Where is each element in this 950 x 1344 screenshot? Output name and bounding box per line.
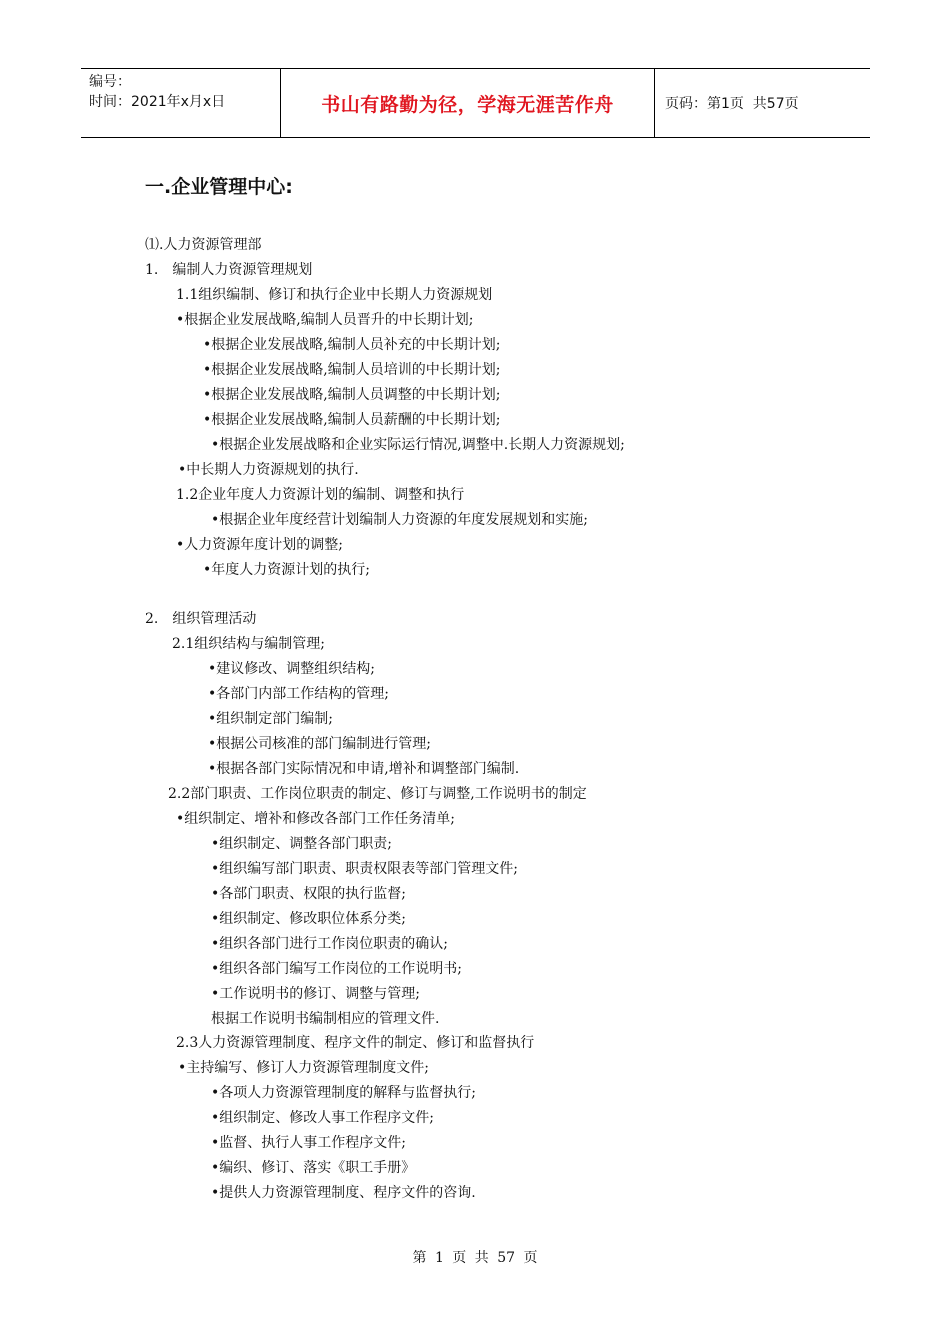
bullet-item: •组织制定、修改职位体系分类; — [211, 911, 406, 927]
bullet-item: •主持编写、修订人力资源管理制度文件; — [178, 1060, 429, 1076]
page-footer: 第 1 页 共 57 页 — [412, 1250, 538, 1266]
subitem-heading: 2.3人力资源管理制度、程序文件的制定、修订和监督执行 — [176, 1035, 535, 1051]
subitem-heading: 1.1组织编制、修订和执行企业中长期人力资源规划 — [176, 287, 493, 303]
item-heading: 2. 组织管理活动 — [145, 611, 257, 627]
bullet-item: •中长期人力资源规划的执行. — [178, 462, 359, 478]
bullet-item: •组织制定、调整各部门职责; — [211, 836, 392, 852]
item-heading: 1. 编制人力资源管理规划 — [145, 262, 313, 278]
section-title: 一.企业管理中心: — [145, 176, 293, 198]
bullet-item: •根据公司核准的部门编制进行管理; — [208, 736, 431, 752]
bullet-item: •年度人力资源计划的执行; — [203, 562, 370, 578]
subitem-heading: 2.2部门职责、工作岗位职责的制定、修订与调整,工作说明书的制定 — [168, 786, 587, 802]
bullet-item: •根据企业发展战略,编制人员调整的中长期计划; — [203, 387, 501, 403]
bullet-item: •根据企业发展战略,编制人员薪酬的中长期计划; — [203, 412, 501, 428]
bullet-item: •根据企业发展战略,编制人员培训的中长期计划; — [203, 362, 501, 378]
bullet-item: •建议修改、调整组织结构; — [208, 661, 375, 677]
bullet-item: •组织各部门进行工作岗位职责的确认; — [211, 936, 448, 952]
document-header — [81, 68, 870, 138]
header-page-cell — [655, 69, 870, 137]
bullet-item: •各项人力资源管理制度的解释与监督执行; — [211, 1085, 476, 1101]
bullet-item: •各部门职责、权限的执行监督; — [211, 886, 406, 902]
bullet-item: •组织制定、修改人事工作程序文件; — [211, 1110, 434, 1126]
header-page-info: 页码：第1页 共57页 — [665, 96, 799, 112]
document-date: 时间：2021年x月x日 — [89, 94, 226, 110]
bullet-item: •组织制定部门编制; — [208, 711, 333, 727]
bullet-item: •组织制定、增补和修改各部门工作任务清单; — [176, 811, 455, 827]
bullet-item: •根据各部门实际情况和申请,增补和调整部门编制. — [208, 761, 520, 777]
bullet-item: •提供人力资源管理制度、程序文件的咨询. — [211, 1185, 476, 1201]
header-motto: 书山有路勤为径，学海无涯苦作舟 — [321, 93, 614, 116]
header-meta-cell — [81, 69, 281, 137]
bullet-item: •根据企业发展战略,编制人员晋升的中长期计划; — [176, 312, 474, 328]
bullet-item: •工作说明书的修订、调整与管理; — [211, 986, 420, 1002]
bullet-item: •各部门内部工作结构的管理; — [208, 686, 389, 702]
dept-heading: ⑴.人力资源管理部 — [145, 237, 262, 253]
subitem-heading: 1.2企业年度人力资源计划的编制、调整和执行 — [176, 487, 465, 503]
subitem-heading: 2.1组织结构与编制管理; — [172, 636, 325, 652]
bullet-item: •组织编写部门职责、职责权限表等部门管理文件; — [211, 861, 518, 877]
bullet-item: •根据企业发展战略,编制人员补充的中长期计划; — [203, 337, 501, 353]
plain-item: 根据工作说明书编制相应的管理文件. — [211, 1011, 440, 1027]
bullet-item: •组织各部门编写工作岗位的工作说明书; — [211, 961, 462, 977]
document-number-label: 编号： — [89, 74, 131, 90]
bullet-item: •根据企业发展战略和企业实际运行情况,调整中.长期人力资源规划; — [211, 437, 625, 453]
bullet-item: •编织、修订、落实《职工手册》 — [211, 1160, 416, 1176]
bullet-item: •根据企业年度经营计划编制人力资源的年度发展规划和实施; — [211, 512, 588, 528]
header-motto-cell — [281, 69, 655, 137]
bullet-item: •人力资源年度计划的调整; — [176, 537, 343, 553]
bullet-item: •监督、执行人事工作程序文件; — [211, 1135, 406, 1151]
